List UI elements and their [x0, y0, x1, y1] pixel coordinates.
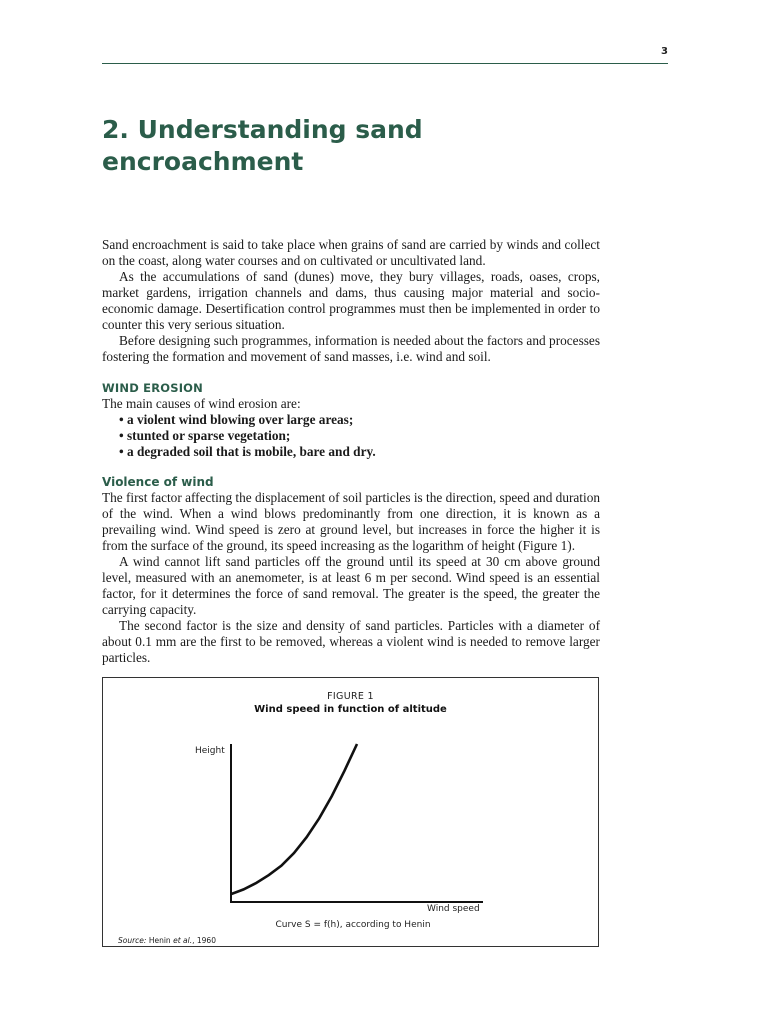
page-number: 3	[661, 46, 668, 57]
body-text	[102, 237, 600, 666]
figure-chart	[103, 678, 600, 948]
header-rule	[102, 63, 668, 64]
violence-paragraph-2: A wind cannot lift sand particles off the ground until its speed at 30 cm above ground level, measured with an anemometer, is at least 6 m per second. Wind speed is an essential factor, for it determines the force of sand removal. The greater is the speed, the greater the carrying capacity.	[102, 554, 600, 617]
section-heading-wind-erosion: WIND EROSION	[102, 381, 203, 395]
source-year: , 1960	[192, 936, 216, 945]
source-author: Henin	[148, 936, 171, 945]
cause-item: • a degraded soil that is mobile, bare and dry.	[119, 444, 600, 460]
figure-title: Wind speed in function of altitude	[254, 704, 447, 715]
chapter-title: 2. Understanding sand encroachment	[102, 115, 423, 176]
figure-label: FIGURE 1	[327, 691, 374, 702]
intro-paragraph-1: Sand encroachment is said to take place when grains of sand are carried by winds and collect on the coast, along water courses and on cultivated or uncultivated land.	[102, 237, 600, 268]
wind-erosion-lead: The main causes of wind erosion are:	[102, 396, 301, 411]
source-label: Source:	[118, 936, 147, 945]
violence-paragraph-1: The first factor affecting the displacement of soil particles is the direction, speed and duration of the wind. When a wind blows predominantly from one direction, it is known as a prevailing wind. Wind speed is zero at ground level, but increases in force the higher it is from the surface of the ground, its speed increasing as the logarithm of height (Figure 1).	[102, 490, 600, 553]
intro-paragraph-3: Before designing such programmes, information is needed about the factors and processes fostering the formation and movement of sand masses, i.e. wind and soil.	[102, 333, 600, 364]
source-etal: et al.	[173, 936, 193, 945]
figure-1	[102, 677, 599, 947]
intro-paragraph-2: As the accumulations of sand (dunes) move, they bury villages, roads, oases, crops, market gardens, irrigation channels and dams, thus causing major material and socio-economic damage. Desertification control programmes must then be implemented in order to counter this very serious situation.	[102, 269, 600, 332]
x-axis-label: Wind speed	[427, 904, 480, 914]
curve-caption: Curve S = f(h), according to Henin	[275, 920, 431, 930]
cause-item: • a violent wind blowing over large areas;	[119, 412, 600, 428]
subsection-heading-violence-of-wind: Violence of wind	[102, 475, 214, 489]
y-axis-label: Height	[195, 746, 225, 756]
figure-source	[118, 936, 216, 945]
violence-paragraph-3: The second factor is the size and density of sand particles. Particles with a diameter of about 0.1 mm are the first to be removed, whereas a violent wind is needed to remove larger particles.	[102, 618, 600, 665]
cause-item: • stunted or sparse vegetation;	[119, 428, 600, 444]
causes-list	[102, 412, 600, 460]
wind-speed-curve	[231, 744, 357, 894]
